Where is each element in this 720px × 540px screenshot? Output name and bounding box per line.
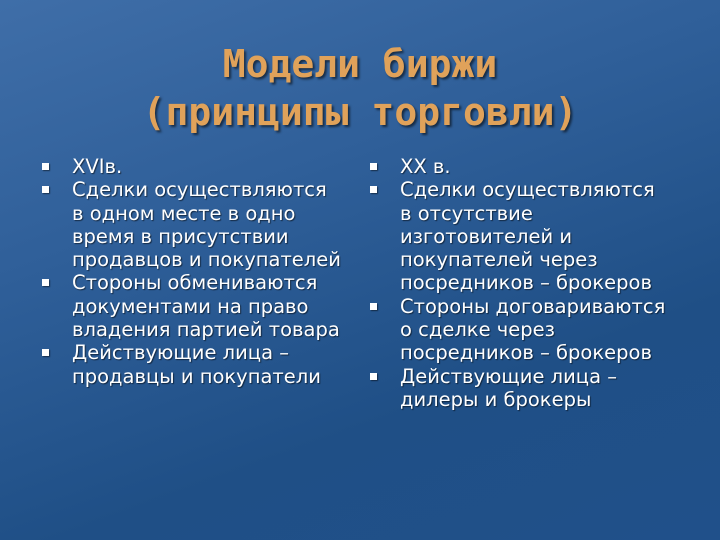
square-bullet-icon — [370, 163, 377, 170]
list-item — [370, 178, 670, 294]
list-item — [370, 155, 670, 178]
slide-title — [0, 40, 720, 136]
list-item — [370, 365, 670, 412]
title-line-1: Модели биржи — [222, 42, 498, 86]
square-bullet-icon — [42, 279, 49, 286]
list-item-text: XVIв. — [72, 155, 123, 178]
square-bullet-icon — [42, 186, 49, 193]
list-item-text: Стороны договариваются о сделке через посредников – брокеров — [400, 294, 666, 365]
left-column-list — [42, 155, 342, 388]
list-item — [42, 271, 342, 341]
list-item — [42, 155, 342, 178]
title-line-2: (принципы торговли) — [142, 90, 578, 134]
square-bullet-icon — [370, 303, 377, 310]
square-bullet-icon — [370, 186, 377, 193]
list-item-text: Сделки осуществляются в отсутствие изготовителей и покупателей через посредников – брокеров — [400, 178, 655, 295]
square-bullet-icon — [370, 373, 377, 380]
list-item-text: XX в. — [400, 155, 451, 178]
list-item — [42, 178, 342, 271]
square-bullet-icon — [42, 349, 49, 356]
list-item — [42, 341, 342, 388]
list-item-text: Стороны обмениваются документами на право владения партией товара — [72, 271, 340, 342]
list-item — [370, 295, 670, 365]
right-column-list — [370, 155, 670, 411]
list-item-text: Действующие лица – продавцы и покупатели — [72, 341, 321, 388]
square-bullet-icon — [42, 163, 49, 170]
list-item-text: Сделки осуществляются в одном месте в одно время в присутствии продавцов и покупателей — [72, 178, 341, 272]
list-item-text: Действующие лица – дилеры и брокеры — [400, 364, 617, 411]
